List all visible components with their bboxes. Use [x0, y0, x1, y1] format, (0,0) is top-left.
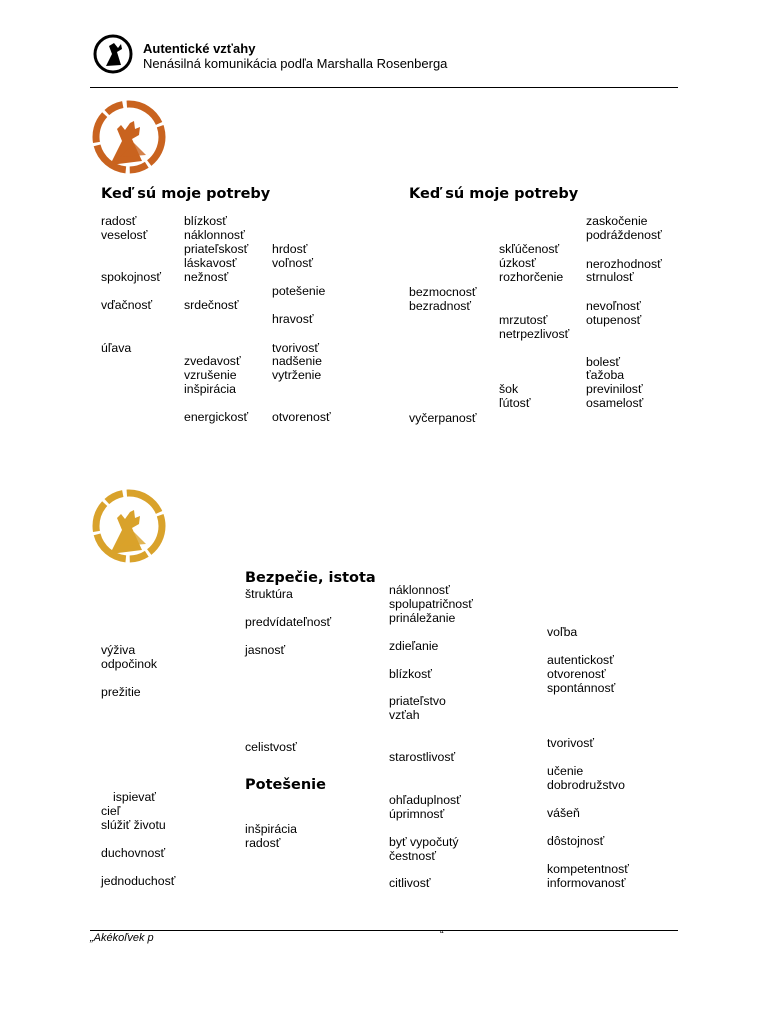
feeling-word: ľútosť — [499, 396, 531, 410]
feeling-word: previnilosť — [586, 382, 643, 396]
need-word: informovanosť — [547, 876, 626, 890]
need-word: jednoduchosť — [101, 874, 176, 888]
feeling-word: bolesť — [586, 355, 621, 369]
feeling-word: veselosť — [101, 228, 148, 242]
need-word: spolupatričnosť — [389, 597, 473, 611]
need-word: tvorivosť — [547, 736, 594, 750]
feeling-word: inšpirácia — [184, 382, 236, 396]
need-word: blízkosť — [389, 667, 432, 681]
feeling-word: hravosť — [272, 312, 314, 326]
need-word: citlivosť — [389, 876, 431, 890]
header-logo-icon — [93, 34, 133, 74]
header-rule — [90, 87, 678, 88]
need-word: autentickosť — [547, 653, 614, 667]
feeling-word: zaskočenie — [586, 214, 648, 228]
feeling-word: šok — [499, 382, 519, 396]
need-word: slúžiť životu — [101, 818, 166, 832]
need-word: voľba — [547, 625, 578, 639]
feeling-word: vytrženie — [272, 368, 322, 382]
need-word: štruktúra — [245, 587, 293, 601]
need-word: výživa — [101, 643, 136, 657]
feeling-word: podráždenosť — [586, 228, 662, 242]
need-word: inšpirácia — [245, 822, 297, 836]
need-word: prináležanie — [389, 611, 456, 625]
need-word: zdieľanie — [389, 639, 439, 653]
need-word: vzťah — [389, 708, 420, 722]
feeling-word: skľúčenosť — [499, 242, 560, 256]
feeling-word: bezmocnosť — [409, 285, 477, 299]
feeling-word: priateľskosť — [184, 242, 249, 256]
heading-potesenie: Potešenie — [245, 777, 326, 793]
feeling-word: srdečnosť — [184, 298, 239, 312]
feeling-word: netrpezlivosť — [499, 327, 570, 341]
section1-right-heading: Keď sú moje potreby — [409, 186, 579, 202]
need-word: náklonnosť — [389, 583, 450, 597]
giraffe-orange-logo-icon — [90, 99, 168, 175]
feeling-word: zvedavosť — [184, 354, 241, 368]
feeling-word: bezradnosť — [409, 299, 472, 313]
header-title: Autentické vzťahy — [143, 41, 256, 56]
feeling-word: tvorivosť — [272, 341, 319, 355]
need-word: priateľstvo — [389, 694, 446, 708]
need-word: starostlivosť — [389, 750, 456, 764]
need-word: dobrodružstvo — [547, 778, 625, 792]
need-word: cieľ — [101, 804, 121, 818]
feeling-word: hrdosť — [272, 242, 308, 256]
feeling-word: mrzutosť — [499, 313, 548, 327]
feeling-word: otvorenosť — [272, 410, 331, 424]
feeling-word: radosť — [101, 214, 137, 228]
feeling-word: ťažoba — [586, 368, 625, 382]
need-word: byť vypočutý — [389, 835, 459, 849]
feeling-word: láskavosť — [184, 256, 237, 270]
need-word: ispievať — [113, 790, 156, 804]
need-word: odpočinok — [101, 657, 158, 671]
need-word: učenie — [547, 764, 584, 778]
need-word: prežitie — [101, 685, 141, 699]
footer-quote: “ — [440, 929, 444, 941]
feeling-word: potešenie — [272, 284, 326, 298]
footer-rule — [90, 930, 678, 931]
feeling-word: rozhorčenie — [499, 270, 564, 284]
feeling-word: náklonnosť — [184, 228, 245, 242]
need-word: vášeň — [547, 806, 580, 820]
feeling-word: energickosť — [184, 410, 249, 424]
need-word: dôstojnosť — [547, 834, 605, 848]
feeling-word: osamelosť — [586, 396, 644, 410]
need-word: úprimnosť — [389, 807, 445, 821]
need-word: otvorenosť — [547, 667, 606, 681]
feeling-word: vďačnosť — [101, 298, 153, 312]
need-word: predvídateľnosť — [245, 615, 332, 629]
feeling-word: úľava — [101, 341, 132, 355]
feeling-word: nežnosť — [184, 270, 229, 284]
feeling-word: nadšenie — [272, 354, 322, 368]
header-subtitle: Nenásilná komunikácia podľa Marshalla Rosenberga — [143, 56, 448, 71]
need-word: radosť — [245, 836, 281, 850]
need-word: ohľaduplnosť — [389, 793, 461, 807]
feeling-word: otupenosť — [586, 313, 642, 327]
footer-text: „Akékoľvek p — [90, 932, 154, 944]
feeling-word: vzrušenie — [184, 368, 237, 382]
need-word: jasnosť — [245, 643, 286, 657]
feeling-word: nerozhodnosť — [586, 257, 662, 271]
section1-left-heading: Keď sú moje potreby — [101, 186, 271, 202]
feeling-word: voľnosť — [272, 256, 314, 270]
feeling-word: vyčerpanosť — [409, 411, 477, 425]
giraffe-yellow-logo-icon — [90, 488, 168, 564]
feeling-word: spokojnosť — [101, 270, 161, 284]
feeling-word: blízkosť — [184, 214, 227, 228]
need-word: kompetentnosť — [547, 862, 629, 876]
need-word: čestnosť — [389, 849, 436, 863]
feeling-word: úzkosť — [499, 256, 536, 270]
need-word: spontánnosť — [547, 681, 616, 695]
need-word: celistvosť — [245, 740, 297, 754]
heading-bezpecie: Bezpečie, istota — [245, 570, 376, 586]
feeling-word: strnulosť — [586, 270, 634, 284]
need-word: duchovnosť — [101, 846, 166, 860]
feeling-word: nevoľnosť — [586, 299, 641, 313]
